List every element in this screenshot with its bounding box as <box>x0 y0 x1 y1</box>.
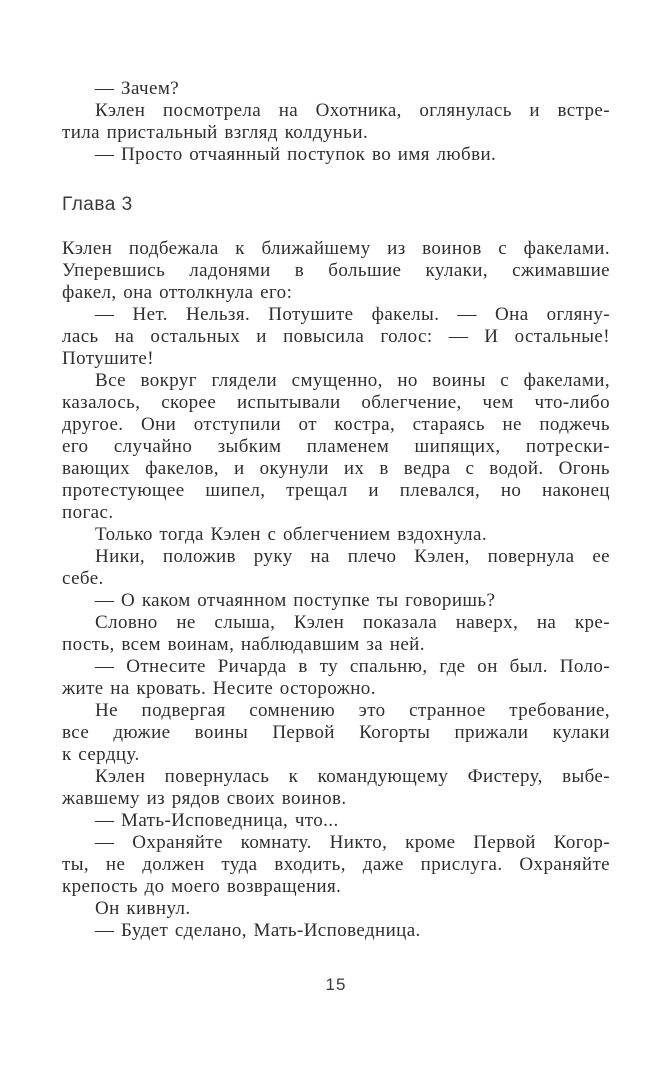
text-line: Не подвергая сомнению это странное требование, <box>95 700 610 721</box>
page-number: 15 <box>325 975 347 994</box>
text-line: Кэлен подбежала к ближайшему из воинов с факелами. <box>62 238 610 259</box>
text-line: Только тогда Кэлен с облегчением вздохнула. <box>95 524 488 545</box>
pre-chapter-paragraphs <box>62 78 610 166</box>
text-line: казалось, скорее испытывали облегчение, чем что-либо <box>62 392 610 413</box>
text-line: себе. <box>62 568 104 589</box>
text-line: Все вокруг глядели смущенно, но воины с факелами, <box>95 370 610 391</box>
text-line: — Мать-Исповедница, что... <box>95 810 339 831</box>
text-line: вающих факелов, и окунули их в ведра с водой. Огонь <box>62 458 610 479</box>
text-line: крепость до моего возвращения. <box>62 876 342 897</box>
text-line: к сердцу. <box>62 744 140 765</box>
text-line: — Нет. Нельзя. Потушите факелы. — Она огляну- <box>95 304 610 325</box>
text-line: Потушите! <box>62 348 154 369</box>
text-line: протестующее шипел, трещал и плевался, но наконец <box>62 480 610 501</box>
text-line: лась на остальных и повысила голос: — И остальные! <box>62 326 610 347</box>
text-line: все дюжие воины Первой Когорты прижали кулаки <box>62 722 610 743</box>
chapter-body-paragraphs <box>62 238 610 942</box>
text-line: другое. Они отступили от костра, стараясь не поджечь <box>62 414 610 435</box>
text-line: жавшему из рядов своих воинов. <box>62 788 347 809</box>
text-line: — Будет сделано, Мать-Исповедница. <box>95 920 421 941</box>
text-line: Ники, положив руку на плечо Кэлен, повернула ее <box>95 546 610 567</box>
page-footer <box>62 975 610 995</box>
text-line: жите на кровать. Несите осторожно. <box>62 678 376 699</box>
text-line: Кэлен посмотрела на Охотника, оглянулась и встре- <box>95 100 610 121</box>
text-line: — Охраняйте комнату. Никто, кроме Первой Когор- <box>95 832 610 853</box>
text-line: Он кивнул. <box>95 898 191 919</box>
text-line: его случайно зыбким пламенем шипящих, потрески- <box>62 436 610 457</box>
text-line: ты, не должен туда входить, даже прислуга. Охраняйте <box>62 854 610 875</box>
text-line: — Просто отчаянный поступок во имя любви. <box>95 144 497 165</box>
text-line: пость, всем воинам, наблюдавшим за ней. <box>62 634 425 655</box>
text-line: — Зачем? <box>95 78 180 99</box>
text-line: тила пристальный взгляд колдуньи. <box>62 122 369 143</box>
text-line: погас. <box>62 502 114 523</box>
text-line: — Отнесите Ричарда в ту спальню, где он был. Поло- <box>95 656 610 677</box>
text-line: факел, она оттолкнула его: <box>62 282 293 303</box>
text-line: Уперевшись ладонями в большие кулаки, сжимавшие <box>62 260 610 281</box>
text-line: Кэлен повернулась к командующему Фистеру, выбе- <box>95 766 610 787</box>
text-line: — О каком отчаянном поступке ты говоришь? <box>95 590 496 611</box>
text-line: Словно не слыша, Кэлен показала наверх, на кре- <box>95 612 610 633</box>
chapter-heading: Глава 3 <box>62 194 133 215</box>
